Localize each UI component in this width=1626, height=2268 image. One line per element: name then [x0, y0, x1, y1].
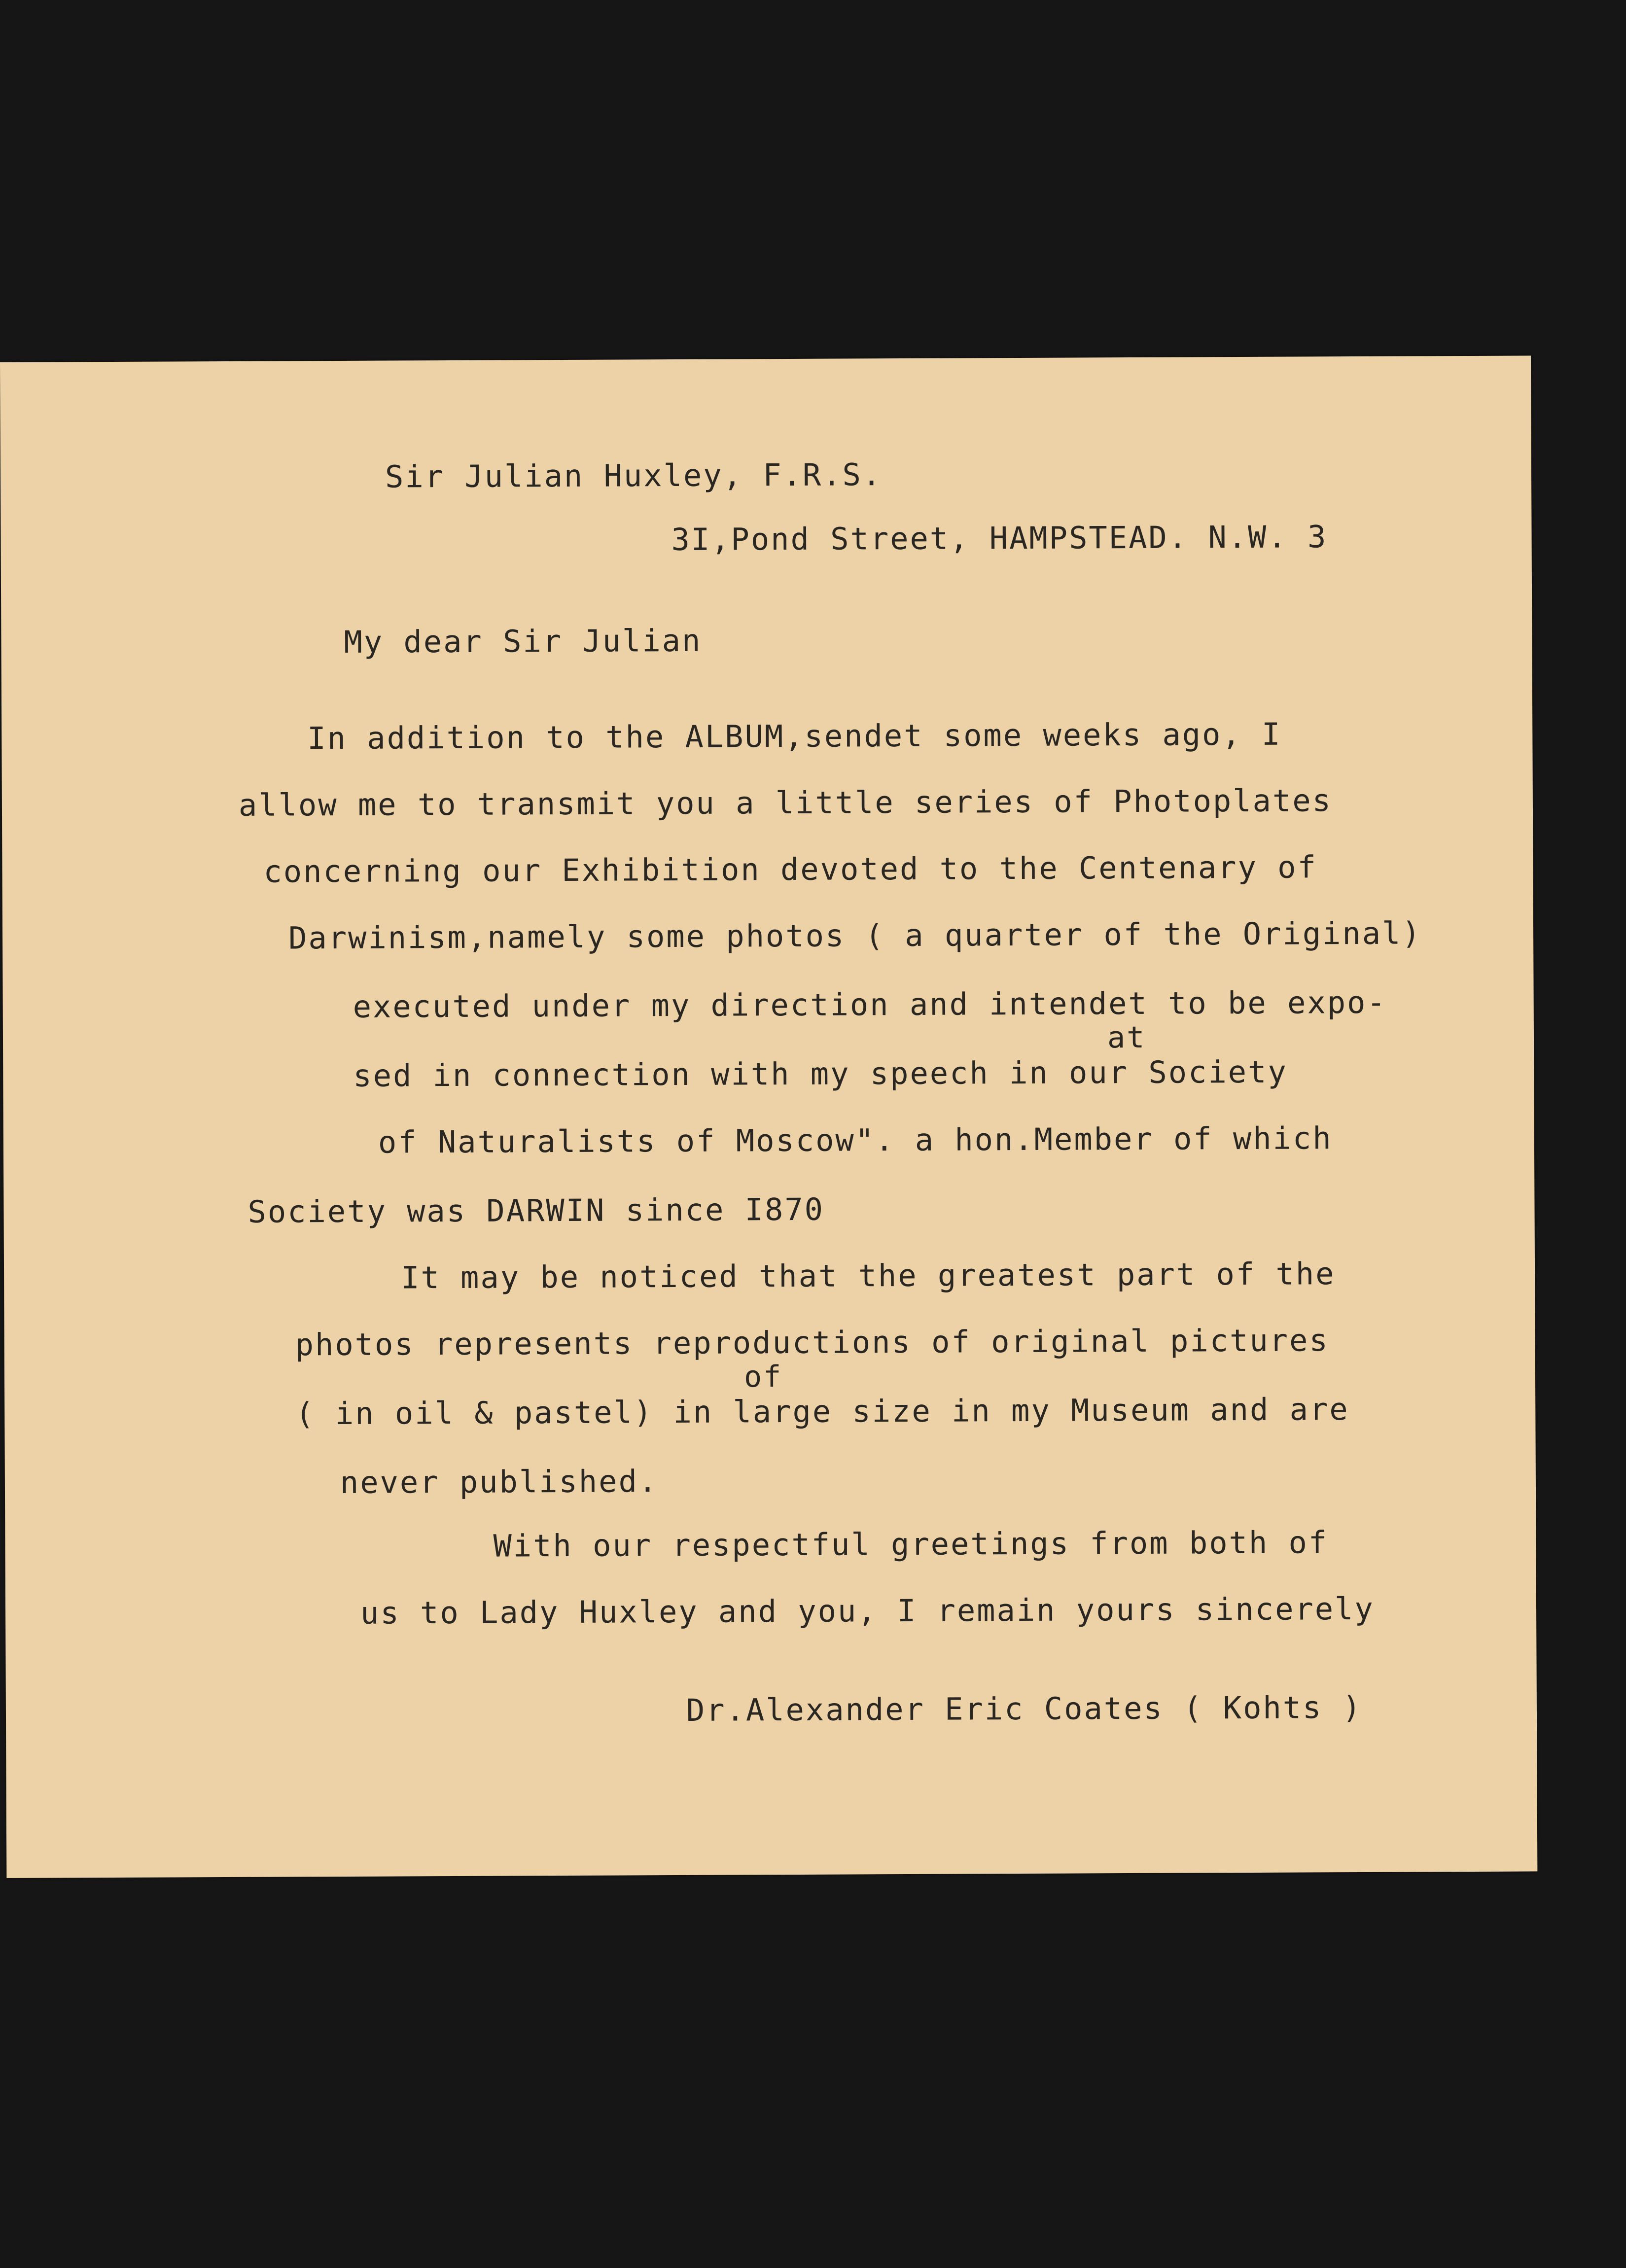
correction-insert: of: [743, 1360, 783, 1395]
body-line: photos represents reproductions of original pictures: [295, 1322, 1329, 1363]
body-line: With our respectful greetings from both of: [493, 1524, 1329, 1564]
body-line: executed under my direction and intendet to be expo-: [353, 984, 1387, 1025]
body-line: concerning our Exhibition devoted to the Centenary of: [263, 849, 1317, 890]
salutation: My dear Sir Julian: [344, 622, 702, 660]
body-line: ( in oil & pastel) in large size in my Museum and are: [295, 1391, 1349, 1432]
body-line: Darwinism,namely some photos ( a quarter of the Original): [288, 915, 1422, 956]
body-line: In addition to the ALBUM,sendet some weeks ago, I: [307, 716, 1282, 757]
body-line: of Naturalists of Moscow". a hon.Member of which: [378, 1120, 1333, 1160]
recipient-name: Sir Julian Huxley, F.R.S.: [385, 456, 883, 495]
recipient-address: 3I,Pond Street, HAMPSTEAD. N.W. 3: [671, 519, 1328, 558]
correction-insert: at: [1107, 1020, 1146, 1055]
body-line: It may be noticed that the greatest part of the: [400, 1256, 1336, 1296]
signature: Dr.Alexander Eric Coates ( Kohts ): [686, 1689, 1363, 1728]
body-line: allow me to transmit you a little series of Photoplates: [238, 782, 1333, 823]
body-line: us to Lady Huxley and you, I remain yours sincerely: [360, 1590, 1375, 1631]
body-line: sed in connection with my speech in our Society: [353, 1053, 1288, 1094]
letter-card: [0, 355, 1537, 1878]
body-line: Society was DARWIN since I870: [247, 1191, 825, 1230]
body-line: never published.: [340, 1463, 659, 1501]
